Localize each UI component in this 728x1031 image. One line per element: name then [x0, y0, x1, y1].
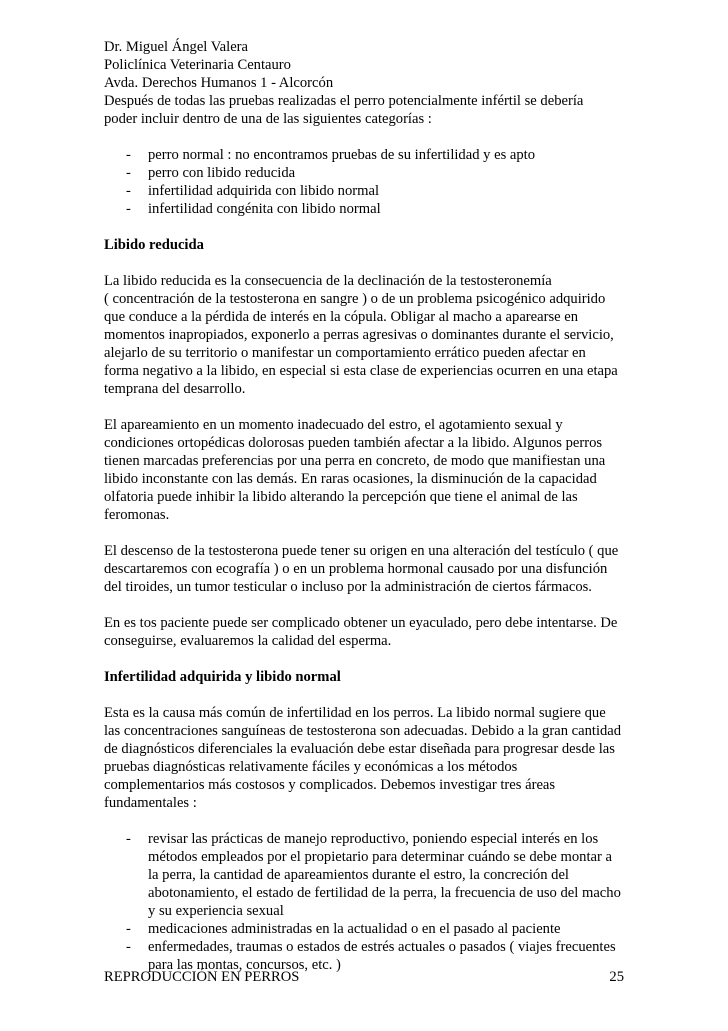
page-footer: [104, 968, 624, 986]
list-item: - enfermedades, traumas o estados de estrés actuales o pasados ( viajes frecuentes para las montas, concursos, etc. ): [126, 939, 616, 973]
paragraph: Esta es la causa más común de infertilidad en los perros. La libido normal sugiere que las concentraciones sanguíneas de testosterona son adecuadas. Debido a la gran cantidad de diagnósticos diferenciales la evaluación debe estar diseñada para progresar desde las pruebas diagnósticas relativamente fáciles y económicas a los métodos complementarios más costosos y complicados. Debemos investigar tres áreas fundamentales :: [104, 705, 622, 811]
category-list: [104, 146, 634, 218]
list-item: - revisar las prácticas de manejo reproductivo, poniendo especial interés en los métodos empleados por el propietario para determinar cuándo se debe montar a la perra, la cantidad de apareamientos durante el estro, la concreción del abotonamiento, el estado de fertilidad de la perra, la frecuencia de uso del macho y su experiencia sexual: [126, 831, 621, 919]
section-heading-libido-reducida: Libido reducida: [104, 237, 204, 253]
intro-text-line: Después de todas las pruebas realizadas el perro potencialmente infértil se debería: [104, 93, 584, 109]
document-body: [104, 38, 634, 974]
list-item: - perro normal : no encontramos pruebas de su infertilidad y es apto: [126, 147, 536, 163]
paragraph: La libido reducida es la consecuencia de la declinación de la testosteronemía ( concentración de la testosterona en sangre ) o de un problema psicogénico adquirido que conduce a la pérdida de interés en la cópula. Obligar al macho a aparearse en momentos inapropiados, exponerlo a perras agresivas o dominantes durante el servicio, alejarlo de su territorio o manifestar un comportamiento errático pueden afectar en forma negativo a la libido, en especial si esta clase de experiencias ocurren en una etapa temprana del desarrollo.: [104, 273, 618, 397]
list-item: - infertilidad congénita con libido normal: [126, 201, 381, 217]
paragraph: El descenso de la testosterona puede tener su origen en una alteración del testículo ( que descartaremos con ecografía ) o en un problema hormonal causado por una disfunción del tiroides, un tumor testicular o incluso por la administración de ciertos fármacos.: [104, 543, 619, 595]
paragraph: En es tos paciente puede ser complicado obtener un eyaculado, pero debe intentarse. De conseguirse, evaluaremos la calidad del esperma.: [104, 615, 618, 649]
investigation-areas-list: [104, 830, 634, 974]
intro-text-line: poder incluir dentro de una de las siguientes categorías :: [104, 111, 432, 127]
author-name: Dr. Miguel Ángel Valera: [104, 39, 249, 55]
section-heading-infertilidad-adquirida: Infertilidad adquirida y libido normal: [104, 669, 341, 685]
list-item: - medicaciones administradas en la actualidad o en el pasado al paciente: [126, 921, 561, 937]
page-number: 25: [609, 969, 624, 985]
footer-title: REPRODUCCIÓN EN PERROS: [104, 969, 300, 985]
paragraph: El apareamiento en un momento inadecuado del estro, el agotamiento sexual y condiciones ortopédicas dolorosas pueden también afectar a la libido. Algunos perros tienen marcadas preferencias por una perra en concreto, de modo que manifiestan una libido inconstante con las demás. En raras ocasiones, la disminución de la capacidad olfatoria puede inhibir la libido alterando la percepción que tiene el animal de las feromonas.: [104, 417, 606, 523]
document-header: [104, 38, 634, 128]
clinic-address: Avda. Derechos Humanos 1 - Alcorcón: [104, 75, 334, 91]
clinic-name: Policlínica Veterinaria Centauro: [104, 57, 291, 73]
list-item: - perro con libido reducida: [126, 165, 296, 181]
list-item: - infertilidad adquirida con libido normal: [126, 183, 380, 199]
